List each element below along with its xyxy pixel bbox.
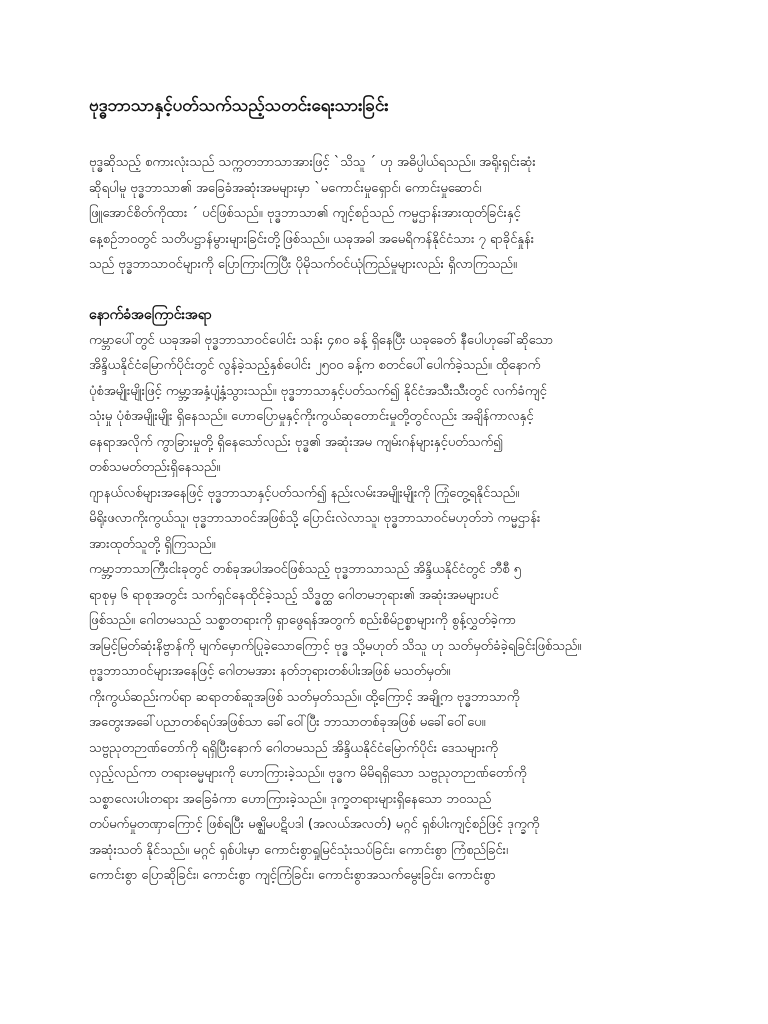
text-line: ဖြူအောင်စိတ်ကိုထား ´ ပင်ဖြစ်သည်။ ဗုဒ္ဓဘာသာ၏ ကျင့်စဉ်သည် ကမ္မဌာန်းအားထုတ်ခြင်းနှင့် — [89, 206, 521, 221]
text-line: နေရာအလိုက် ကွာခြားမှုတို့ ရှိနေသော်လည်း ဗုဒ္ဓ၏ အဆုံးအမ ကျမ်းဂန်များနှင့်ပတ်သက်၍ — [89, 434, 503, 450]
text-line: သုံးမှု ပုံစံအမျိုးမျိုး ရှိနေသည်။ ဟောပြောမှုနှင့်ကိုးကွယ်ဆုတောင်းမှုတို့တွင်လည်း အချိန်ကာလနှင့် — [89, 409, 534, 424]
text-line: မိရိုးဖလာကိုးကွယ်သူ၊ ဗုဒ္ဓဘာသာဝင်အဖြစ်သို့ ပြောင်းလဲလာသူ၊ ဗုဒ္ဓဘာသာဝင်မဟုတ်ဘဲ ကမ္မဌာန်း — [89, 511, 541, 526]
background-paragraph-4 — [89, 685, 689, 889]
text-line: ဆိုရပါမူ ဗုဒ္ဓဘာသာ၏ အခြေခံအဆုံးအမများမှာ `မကောင်းမှုရှောင်၊ ကောင်းမှုဆောင်၊ — [89, 180, 482, 196]
section-heading-background: နောက်ခံအကြောင်းအရာ — [89, 306, 212, 323]
text-line: အတွေးအခေါ်ပညာတစ်ရပ်အဖြစ်သာ ခေါ်ဝေါ်ပြီး ဘာသာတစ်ခုအဖြစ် မခေါ်ဝေါ်ပေ။ — [89, 715, 486, 730]
text-line: ကောင်းစွာ ပြောဆိုခြင်း၊ ကောင်းစွာ ကျင့်ကြံခြင်း၊ ကောင်းစွာအသက်မွေးခြင်း၊ ကောင်းစွာ — [89, 868, 496, 883]
background-paragraph-3 — [89, 557, 689, 685]
background-paragraph-2 — [89, 481, 689, 558]
background-paragraph-1 — [89, 328, 689, 481]
text-line: တပ်မက်မှုတဏှာကြောင့် ဖြစ်ရပြီး မဇ္ဈိမပဋိပဒါ (အလယ်အလတ်) မဂ္ဂင် ရှစ်ပါးကျင့်စဉ်ဖြင့် ဒုက္ခကို — [89, 817, 540, 832]
document-page — [89, 92, 689, 889]
document-title: ဗုဒ္ဓဘာသာနှင့်ပတ်သက်သည့်သတင်းရေးသားခြင်း — [89, 96, 389, 116]
text-line: ကမ္ဘာ့ဘာသာကြီးငါးခုတွင် တစ်ခုအပါအဝင်ဖြစ်သည့် ဗုဒ္ဓဘာသာသည် အိန္ဒိယနိုင်ငံတွင် ဘီစီ ၅ — [89, 562, 521, 577]
text-line: နေ့စဉ်ဘဝတွင် သတိပဋ္ဌာန်မွားများခြင်းတို့ဖြစ်သည်။ ယခုအခါ အမေရိကန်နိုင်ငံသား ၇ ရာခိုင်နှုန်း — [89, 231, 535, 247]
text-line: တစ်သမတ်တည်းရှိနေသည်။ — [89, 460, 221, 475]
text-line: ဂျာနယ်လစ်များအနေဖြင့် ဗုဒ္ဓဘာသာနှင့်ပတ်သက်၍ နည်းလမ်းအမျိုးမျိုးကို ကြုံတွေ့ရနိုင်သည်။ — [89, 485, 520, 501]
text-line: ပုံစံအမျိုးမျိုးဖြင့် ကမ္ဘာ့အနှံ့ပျံ့နှံ့သွားသည်။ ဗုဒ္ဓဘာသာနှင့်ပတ်သက်၍ နိုင်ငံအသီးသီးတွင် လက်ခံကျင့် — [89, 383, 547, 399]
text-line: သဗ္ဗညုတဉာဏ်တော်ကို ရရှိပြီးနောက် ဂေါတမသည် အိန္ဒိယနိုင်ငံမြောက်ပိုင်း ဒေသများကို — [89, 740, 498, 756]
text-line: ဗုဒ္ဓဘာသာဝင်များအနေဖြင့် ဂေါတမအား နတ်ဘုရားတစ်ပါးအဖြစ် မသတ်မှတ်။ — [89, 664, 451, 679]
text-line: အိန္ဒိယနိုင်ငံမြောက်ပိုင်းတွင် လွန်ခဲ့သည့်နှစ်ပေါင်း ၂၅၀၀ ခန့်က စတင်ပေါ်ပေါက်ခဲ့သည်။ ထိုနောက် — [89, 358, 541, 373]
text-line: ကမ္ဘာပေါ်တွင် ယခုအခါ ဗုဒ္ဓဘာသာဝင်ပေါင်း သန်း ၄၈၀ ခန့် ရှိနေပြီး ယခုခေတ် နီပေါဟုခေါ်ဆိုသော — [89, 332, 554, 348]
text-line: အဆုံးသတ် နိုင်သည်။ မဂ္ဂင် ရှစ်ပါးမှာ ကောင်းစွာရှုမြင်သုံးသပ်ခြင်း၊ ကောင်းစွာ ကြံစည်ခြင်း၊ — [89, 842, 509, 858]
text-line: အမြင့်မြတ်ဆုံးနိဗ္ဗာန်ကို မျက်မှောက်ပြုခဲ့သောကြောင့် ဗုဒ္ဓ သို့မဟုတ် သိသူ ဟု သတ်မှတ်ခံခဲ့ရခြင်းဖြစ်သည်။ — [89, 638, 582, 654]
text-line: ဖြစ်သည်။ ဂေါတမသည် သစ္စာတရားကို ရှာဖွေရန်အတွက် စည်းစိမ်ဥစ္စာများကို စွန့်လွှတ်ခဲ့ကာ — [89, 613, 517, 628]
text-line: ရာစုမှ ၆ ရာစုအတွင်း သက်ရှင်နေထိုင်ခဲ့သည့် သိဒ္ဓတ္ထ ဂေါတမဘုရား၏ အဆုံးအမများပင် — [89, 587, 499, 603]
text-line: ကိုးကွယ်ဆည်းကပ်ရာ ဆရာတစ်ဆူအဖြစ် သတ်မှတ်သည်။ ထို့ကြောင့် အချို့က ဗုဒ္ဓဘာသာကို — [89, 689, 520, 705]
intro-paragraph — [89, 150, 689, 278]
text-line: သစ္စာလေးပါးတရား အခြေခံကာ ဟောကြားခဲ့သည်။ ဒုက္ခတရားများရှိနေသော ဘဝသည် — [89, 791, 492, 807]
text-line: အားထုတ်သူတို့ ရှိကြသည်။ — [89, 536, 216, 552]
text-line: ဗုဒ္ဓဆိုသည့် စကားလုံးသည် သက္ကတဘာသာအားဖြင့် `သိသူ ´ ဟု အဓိပ္ပါယ်ရသည်။ အရိုးရှင်းဆုံး — [89, 155, 536, 170]
text-line: လှည့်လည်ကာ တရားဓမ္မများကို ဟောကြားခဲ့သည်။ ဗုဒ္ဓက မိမိရရှိသော သဗ္ဗညုတဉာဏ်တော်ကို — [89, 766, 527, 781]
text-line: သည် ဗုဒ္ဓဘာသာဝင်များကို ပြောကြားကြပြီး ပိုမိုသက်ဝင်ယုံကြည်မှုများလည်း ရှိလာကြသည်။ — [89, 257, 517, 272]
